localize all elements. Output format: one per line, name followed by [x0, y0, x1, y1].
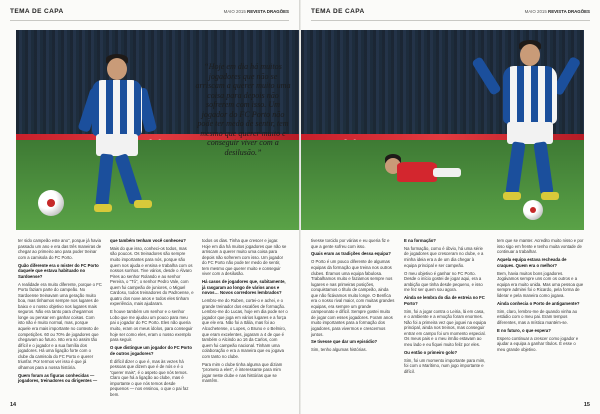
paragraph: Sim, foi um momento importante para mim, foi com o Marítimo, num jogo importante e difícil.	[404, 357, 486, 374]
page-header	[311, 8, 590, 21]
issue-date: MAIO 2015	[223, 9, 246, 14]
paragraph: ter sido campeão este ano”, porque já havia passado um ano e era das três maneiras de chegar ao primeiro ano para poder treinar com a camisola do FC Porto.	[18, 238, 102, 260]
paragraph: tem que se manter. Acredito muito nisso e por isso sigo em frente e tenho muita vontade de continuar a trabalhar.	[497, 238, 584, 255]
hero-photo-right	[301, 30, 584, 230]
player-figure	[487, 38, 571, 218]
paragraph: Sim, claro, lembro-me de quando vinha ao estádio com o meu pai. Eram tempos diferentes, mas a mística mantém-se.	[497, 308, 578, 325]
football	[523, 200, 543, 220]
interview-question: E na formação?	[404, 238, 436, 243]
left-page	[0, 0, 299, 414]
article-column-3	[202, 238, 288, 386]
section-title: TEMA DE CAPA	[311, 8, 365, 15]
pull-quote: “Hoje em dia há muitos jogadores que não se arriscam a querer muito uma coisa para depois não sofrerem com isso. Um jogador do FC Porto não pode ter medo de sentir, tem mesmo que querer muito e conseguir viver com a desilusão.”	[195, 62, 291, 157]
paragraph: Espero continuar a crescer como jogador e ajudar a equipa a ganhar títulos. É esse o meu grande objetivo.	[497, 335, 579, 352]
interview-question: Quem foram as figuras conhecidas — jogadores, treinadores ou dirigentes —	[18, 372, 98, 384]
interview-question: Aquela equipa estava recheada de craques. Quem era o melhor?	[497, 257, 567, 268]
interview-question: Há casos de jogadores que, subitamente, já rasgaram ao longo de vários anos e novos… Novos corredores lembrados?	[202, 279, 286, 296]
football	[38, 190, 64, 216]
magazine-name: REVISTA DRAGÕES	[247, 9, 289, 14]
paragraph: Lembro-me do Ruben, cortei-o e achei, e o grande treinador dos escalões de formação. Lembro-me do Lucas, hoje em dia pode ser o jogador que joga em vários lugares e a força que ele era. Não foi a Itália, mas foi ao Alcochetense, o Lopes, o Bruno e o Belmiro, que eram excelentes, jogaram a 4 de que é também o Alcindo ao 16 da Carlos, com quem fui campeão nacional. Tinham uma colaboração e era a maneira que eu jogava com tanto no clube.	[202, 298, 288, 359]
interview-question: que também tenham você conheceu?	[110, 238, 186, 243]
paragraph: O Porto é um pouco diferente de algumas equipas da formação que treina nos outros clubes. Éramos uma equipa fabulosa. Trabalhamos muito e faziamos sempre nos lugares e nas primeiras posições, conquistamos o título de campeão, ainda que não ficávamos muito longe. O Benfica era o nosso rival maior, com muitas grandes equipas, era sempre um grande campeonato e difícil. Sempre gostei muito de jogar com esses jogadores. Foram anos muito importantes para a formação dos jogadores, para vivermos e crescermos juntos.	[311, 259, 395, 337]
paragraph: Na formação, como é óbvio, há uma série de jogadores que cresceram no clube, e a minha ideia era a de um dia chegar à equipa principal e ser campeão.	[404, 245, 484, 268]
magazine-name: REVISTA DRAGÕES	[548, 9, 590, 14]
interview-question: Quais eram as tradições dessa equipa?	[311, 251, 391, 257]
interview-question: O que distingue um jogador do FC Porto de outros jogadores?	[110, 345, 192, 356]
interview-question: Ainda conhecia o Porto de antigamente?	[497, 300, 580, 306]
article-column-3	[497, 238, 585, 355]
player-figure	[82, 54, 152, 224]
issue-date: MAIO 2015	[524, 9, 547, 14]
article-column-2	[404, 238, 488, 377]
interview-question: Se tivesse que dar um episódio?	[311, 339, 378, 345]
paragraph: E houve também um senhor e o senhor Lobo que me ajudou um pouco para meu pai o jogador do FC Porto. Eles não queria muito, eram os meus ídolos, para conseguir hoje ser como eles, eram o nosso exemplo para seguir.	[110, 309, 193, 343]
issue-info	[224, 9, 289, 14]
issue-info	[525, 9, 590, 14]
right-page	[301, 0, 600, 414]
paragraph: Sim, foi a jogar contra o Leiria, lá em casa, e o ambiente e a emoção foram enormes. Não foi a primeira vez que joguei na equipa principal, ainda nos treinos, mas conseguir entrar em campo foi um momento especial. Os meus pais e o meu irmão estavam ao meu lado e eu fiquei muito feliz por eles.	[404, 308, 486, 347]
paragraph: Bem, havia muitos bons jogadores. Jogávamos sempre uns com os outros e a equipa era muito unida. Mas uma pessoa que sempre admirei foi o Ricardo, pela forma de liderar e pela maneira como jogava.	[497, 270, 584, 298]
paragraph: todos os dias. Tinha que crescer e jogar. Hoje em dia há muitos jogadores que não se arriscam a querer muito uma coisa para depois não sofrerem com isso. Um jogador do FC Porto não pode ter medo de sentir, tem mesmo que querer muito e conseguir viver com a desilusão.	[202, 238, 287, 277]
article-column-2	[110, 238, 194, 400]
paragraph: tivesse torcido por várias e eu queria fiz e que a gente sofreu com isso.	[311, 238, 390, 249]
article-column-1	[311, 238, 395, 355]
paragraph: É difícil dizer o que é, mas às vezes há pessoas que dizem que é de nós e é o “querer mais”, é o aspeto que nós temos. Claro que há a ligação ao clube, mas é importante o que nós temos desde pequenos — nos ensinou, o que o pai faz bem.	[110, 358, 189, 397]
interview-question: E no futuro, o que espera?	[497, 327, 551, 333]
interview-question: Quão diferente era o mister do FC Porto daquele que estava habituado no Sardoense?	[18, 262, 99, 279]
page-number: 14	[10, 402, 17, 408]
opponent-player-figure	[371, 148, 461, 198]
paragraph: A realidade era muito diferente, porque o FC Porto faziam parte do campeão. No Sardoense treinavam uma geração muito boa, mas tínhamos sempre nos lugares de baixo e o nosso objetivo nos lugares mais seguros. Não era tanto para chegarmos longe ou pensar em ganhar coisas. Com isto não é muito normal, mas, porque aquele era mais importante no contexto de competições. 60 ou 70% de jogadores que chegavam ao futuro. Isto era só assim tão difícil e o jogador e a sua família dos jogadores. Há uma ligação forte com o clube da camisola do FC Porto e querer triunfar. Por termos ver isso é que já olhamos para a nossa história.	[18, 281, 102, 370]
paragraph: Mais do que isso, conheci-os todos, mas são poucos. Os treinadores são sempre muito importantes para nós, porque são quem nos ajuda e ensina e trabalha com os nossos sonhos. Tive vários, desde o Álvaro Pires ao senhor Rolando e ao senhor Pereira, o “Tó”, o senhor Pedro Vale, com quem fui campeão de juniores, o Miguel Cardoso, todos treinadores do Padroense, e quatro dos nove anos e todos eles tinham experiência, mais ajudaram.	[110, 245, 194, 307]
page-header	[10, 8, 289, 21]
paragraph: Sim, tenho algumas histórias.	[311, 347, 367, 353]
paragraph: O meu objetivo é ganhar no FC Porto. Desde o início gostei de jogar aqui, era a ambição que tinha desde pequeno, e isso me fez ser quem sou agora.	[404, 270, 483, 293]
interview-question: Ainda se lembra do dia de estreia no FC Porto?	[404, 295, 485, 306]
paragraph: Para mim o clube tinha alguma que diziam “prometo a eles”, é interessante para mim jogar neste clube e nas histórias que se mantêm.	[202, 361, 283, 384]
section-title: TEMA DE CAPA	[10, 8, 64, 15]
article-column-1	[18, 238, 102, 386]
page-number: 15	[583, 402, 590, 408]
interview-question: Ou então o primeiro golo?	[404, 349, 458, 355]
